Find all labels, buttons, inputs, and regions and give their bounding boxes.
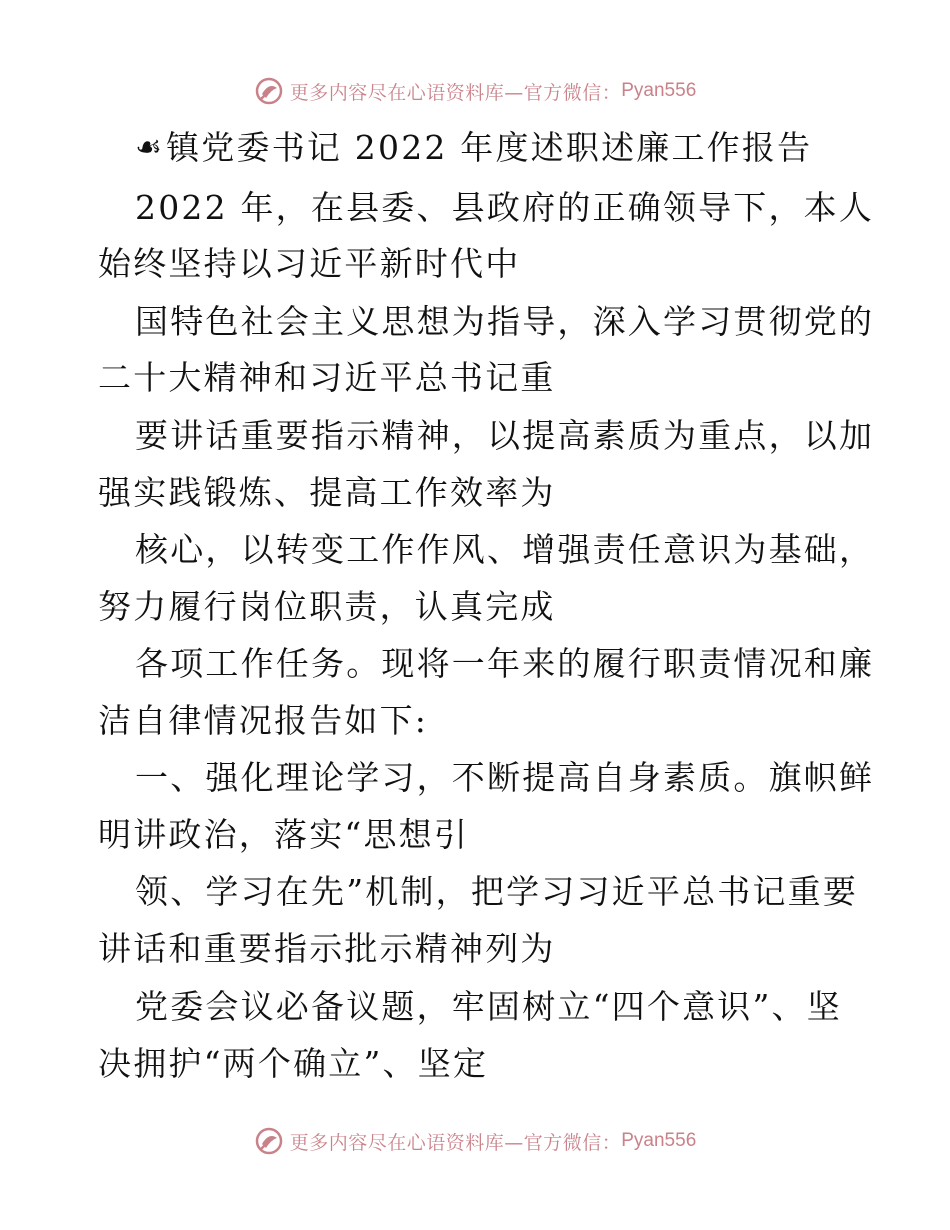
paragraph-line: 讲话和重要指示批示精神列为 [98, 929, 556, 968]
footer-watermark-banner [0, 1121, 950, 1161]
paragraph-line: 洁自律情况报告如下: [98, 701, 429, 740]
paragraph-line: 要讲话重要指示精神，以提高素质为重点，以加 [135, 416, 875, 455]
paragraph-line: 国特色社会主义思想为指导，深入学习贯彻党的 [135, 302, 875, 341]
paragraph-line: 二十大精神和习近平总书记重 [98, 358, 556, 397]
paragraph-line: 2022 年，在县委、县政府的正确领导下，本人 [135, 188, 875, 227]
logo-icon [254, 76, 284, 106]
header-watermark-banner [0, 71, 950, 111]
document-title [135, 128, 812, 168]
logo-icon [254, 1126, 284, 1156]
title-text: 镇党委书记 2022 年度述职述廉工作报告 [166, 128, 813, 167]
paragraph-line: 核心，以转变工作作风、增强责任意识为基础， [135, 530, 875, 569]
paragraph-line: 领、学习在先”机制，把学习习近平总书记重要 [135, 872, 859, 911]
banner-text: 更多内容尽在心语资料库—官方微信： [289, 1131, 622, 1154]
fleuron-icon: ☙ [135, 130, 165, 165]
paragraph-line: 强实践锻炼、提高工作效率为 [98, 473, 556, 512]
paragraph-line: 决拥护“两个确立”、坚定 [98, 1044, 489, 1083]
paragraph-line: 始终坚持以习近平新时代中 [98, 244, 521, 283]
banner-wechat-id: Pyan556 [621, 80, 697, 101]
paragraph-line: 党委会议必备议题，牢固树立“四个意识”、坚 [135, 987, 842, 1026]
paragraph-line: 努力履行岗位职责，认真完成 [98, 587, 556, 626]
paragraph-line: 各项工作任务。现将一年来的履行职责情况和廉 [135, 644, 875, 683]
paragraph-line: 明讲政治，落实“思想引 [98, 815, 470, 854]
paragraph-line: 一、强化理论学习，不断提高自身素质。旗帜鲜 [135, 758, 875, 797]
banner-wechat-id: Pyan556 [621, 1130, 697, 1151]
banner-text: 更多内容尽在心语资料库—官方微信： [289, 81, 622, 104]
